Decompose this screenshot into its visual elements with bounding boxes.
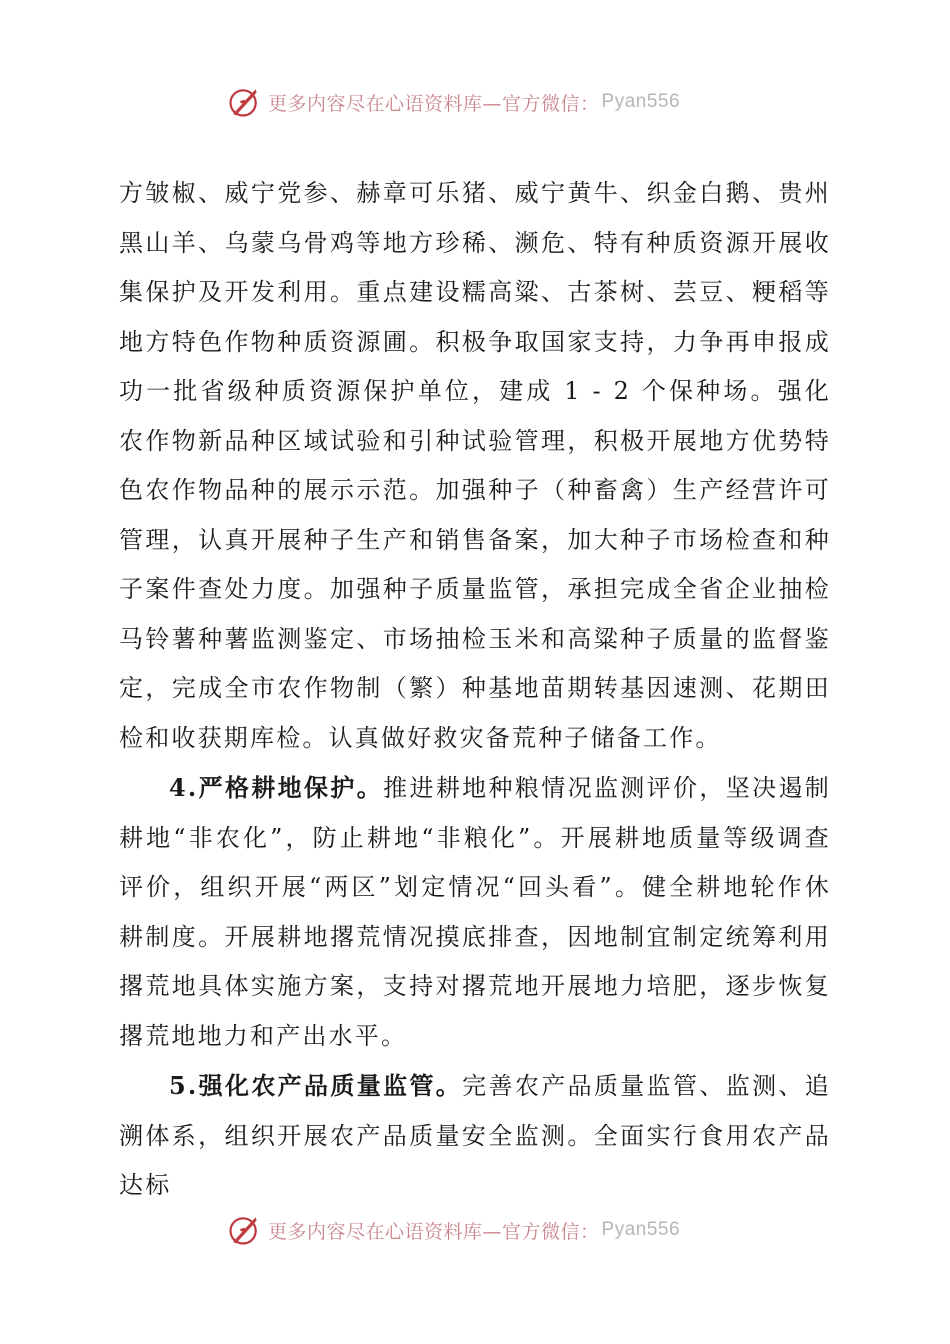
paragraph-3 (119, 1061, 831, 1211)
paragraph-1 (119, 168, 831, 763)
paragraph-3-lead: 5.强化农产品质量监管。 (169, 1071, 463, 1100)
footer-watermark (226, 1210, 680, 1250)
watermark-text: 更多内容尽在心语资料库—官方微信： (268, 1220, 600, 1243)
watermark-text: 更多内容尽在心语资料库—官方微信： (268, 92, 600, 115)
paragraph-2-text: 推进耕地种粮情况监测评价，坚决遏制耕地“非农化”，防止耕地“非粮化”。开展耕地质量等级调查评价，组织开展“两区”划定情况“回头看”。健全耕地轮作休耕制度。开展耕地撂荒情况摸底排查，因地制宜制定统筹利用撂荒地具体实施方案，支持对撂荒地开展地力培肥，逐步恢复撂荒地地力和产出水平。 (119, 774, 831, 1050)
paragraph-1-text: 方皱椒、威宁党参、赫章可乐猪、威宁黄牛、织金白鹅、贵州黑山羊、乌蒙乌骨鸡等地方珍稀、濒危、特有种质资源开展收集保护及开发利用。重点建设糯高粱、古茶树、芸豆、粳稻等地方特色作物种质资源圃。积极争取国家支持，力争再申报成功一批省级种质资源保护单位，建成 1 - 2 个保种场。强化农作物新品种区域试验和引种试验管理，积极开展地方优势特色农作物品种的展示示范。加强种子（种畜禽）生产经营许可管理，认真开展种子生产和销售备案，加大种子市场检查和种子案件查处力度。加强种子质量监管，承担完成全省企业抽检马铃薯种薯监测鉴定、市场抽检玉米和高粱种子质量的监督鉴定，完成全市农作物制（繁）种基地苗期转基因速测、花期田检和收获期库检。认真做好救灾备荒种子储备工作。 (119, 179, 831, 752)
paragraph-3-text: 完善农产品质量监管、监测、追溯体系，组织开展农产品质量安全监测。全面实行食用农产品达标 (119, 1072, 831, 1199)
document-body (119, 168, 831, 1211)
watermark-handle: Pyan556 (601, 1219, 681, 1240)
watermark-handle: Pyan556 (601, 91, 681, 112)
header-watermark (226, 82, 680, 122)
paragraph-2-lead: 4.严格耕地保护。 (169, 773, 384, 802)
paragraph-2 (119, 763, 831, 1061)
pen-logo-icon (226, 84, 262, 120)
pen-logo-icon (226, 1212, 262, 1248)
